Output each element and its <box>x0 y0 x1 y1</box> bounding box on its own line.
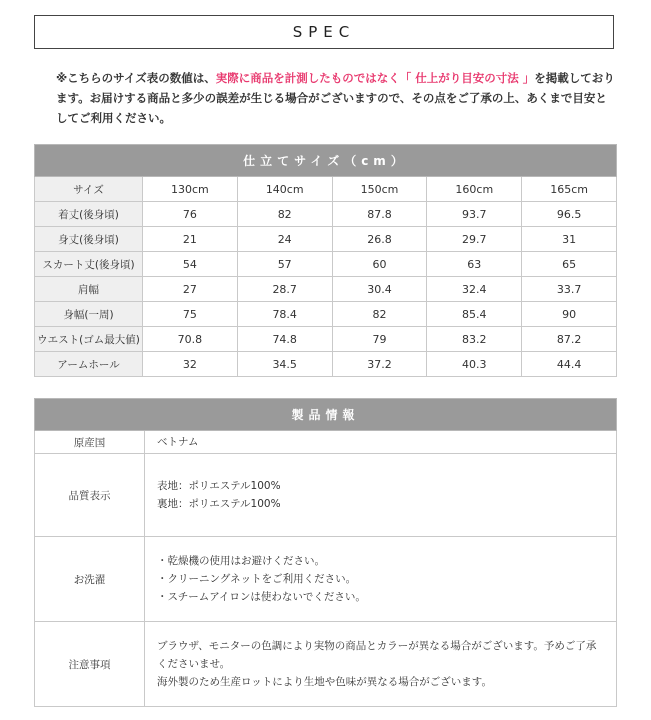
material-label: 品質表示 <box>35 454 145 537</box>
table-cell: 60 <box>332 252 427 277</box>
table-cell: 34.5 <box>237 352 332 377</box>
table-cell: 32 <box>143 352 238 377</box>
table-cell: 87.8 <box>332 202 427 227</box>
caution-line: くださいませ。 <box>157 658 231 670</box>
row-label: 肩幅 <box>35 277 143 302</box>
size-header-cell: 150cm <box>332 177 427 202</box>
info-row-washing <box>35 537 617 622</box>
table-cell: 26.8 <box>332 227 427 252</box>
table-cell: 78.4 <box>237 302 332 327</box>
table-row <box>35 302 617 327</box>
table-cell: 40.3 <box>427 352 522 377</box>
material-value <box>145 454 617 537</box>
info-row-material <box>35 454 617 537</box>
caution-label: 注意事項 <box>35 622 145 707</box>
table-cell: 85.4 <box>427 302 522 327</box>
table-row <box>35 277 617 302</box>
washing-line: ・スチームアイロンは使わないでください。 <box>157 591 366 603</box>
row-label: 身丈(後身頃) <box>35 227 143 252</box>
size-header-cell: 160cm <box>427 177 522 202</box>
product-info-title: 製品情報 <box>35 399 617 431</box>
row-label: 身幅(一周) <box>35 302 143 327</box>
table-cell: 70.8 <box>143 327 238 352</box>
caution-line: 海外製のため生産ロットにより生地や色味が異なる場合がございます。 <box>157 676 492 688</box>
table-cell: 27 <box>143 277 238 302</box>
table-row <box>35 352 617 377</box>
notice-highlight: 実際に商品を計測したものではなく「 仕上がり目安の寸法 」 <box>215 71 535 85</box>
table-row <box>35 227 617 252</box>
table-row <box>35 202 617 227</box>
material-line: 裏地：ポリエステル100% <box>157 498 281 510</box>
table-cell: 79 <box>332 327 427 352</box>
washing-line: ・乾燥機の使用はお避けください。 <box>157 555 325 567</box>
row-label: アームホール <box>35 352 143 377</box>
size-header-cell: 140cm <box>237 177 332 202</box>
washing-line: ・クリーニングネットをご利用ください。 <box>157 573 357 585</box>
table-cell: 82 <box>332 302 427 327</box>
table-cell: 83.2 <box>427 327 522 352</box>
row-label: スカート丈(後身頃) <box>35 252 143 277</box>
row-label: 着丈(後身頃) <box>35 202 143 227</box>
table-cell: 29.7 <box>427 227 522 252</box>
size-header-row <box>35 177 617 202</box>
table-cell: 76 <box>143 202 238 227</box>
table-row <box>35 327 617 352</box>
size-header-cell: 130cm <box>143 177 238 202</box>
product-info-table <box>34 398 617 707</box>
origin-label: 原産国 <box>35 431 145 454</box>
notice-text-1: ※こちらのサイズ表の数値は、 <box>56 71 216 85</box>
washing-label: お洗濯 <box>35 537 145 622</box>
material-line: 表地：ポリエステル100% <box>157 480 281 492</box>
row-label: ウエスト(ゴム最大値) <box>35 327 143 352</box>
table-cell: 54 <box>143 252 238 277</box>
table-cell: 93.7 <box>427 202 522 227</box>
table-cell: 33.7 <box>522 277 617 302</box>
notice-text-2: を掲載しております。お届けする商品と多少の誤差が生じる場合がございますので、その点をご了承の上、あくまで目安としてご利用ください。 <box>56 71 615 125</box>
table-cell: 57 <box>237 252 332 277</box>
table-cell: 37.2 <box>332 352 427 377</box>
info-row-origin <box>35 431 617 454</box>
size-header-cell: 165cm <box>522 177 617 202</box>
table-cell: 96.5 <box>522 202 617 227</box>
table-cell: 31 <box>522 227 617 252</box>
table-cell: 32.4 <box>427 277 522 302</box>
info-row-caution <box>35 622 617 707</box>
washing-value <box>145 537 617 622</box>
table-cell: 90 <box>522 302 617 327</box>
table-cell: 82 <box>237 202 332 227</box>
caution-line: ブラウザ、モニターの色調により実物の商品とカラーが異なる場合がございます。予めご了承 <box>157 640 597 652</box>
table-cell: 21 <box>143 227 238 252</box>
table-cell: 44.4 <box>522 352 617 377</box>
size-table <box>34 144 617 377</box>
table-cell: 65 <box>522 252 617 277</box>
size-table-title: 仕立てサイズ（cm） <box>35 145 617 177</box>
table-cell: 87.2 <box>522 327 617 352</box>
table-cell: 75 <box>143 302 238 327</box>
table-cell: 30.4 <box>332 277 427 302</box>
table-row <box>35 252 617 277</box>
table-cell: 74.8 <box>237 327 332 352</box>
spec-title: SPEC <box>34 15 614 49</box>
origin-value: ベトナム <box>145 431 617 454</box>
size-header-label: サイズ <box>35 177 143 202</box>
table-cell: 28.7 <box>237 277 332 302</box>
table-cell: 63 <box>427 252 522 277</box>
caution-value <box>145 622 617 707</box>
size-notice <box>56 68 616 128</box>
table-cell: 24 <box>237 227 332 252</box>
